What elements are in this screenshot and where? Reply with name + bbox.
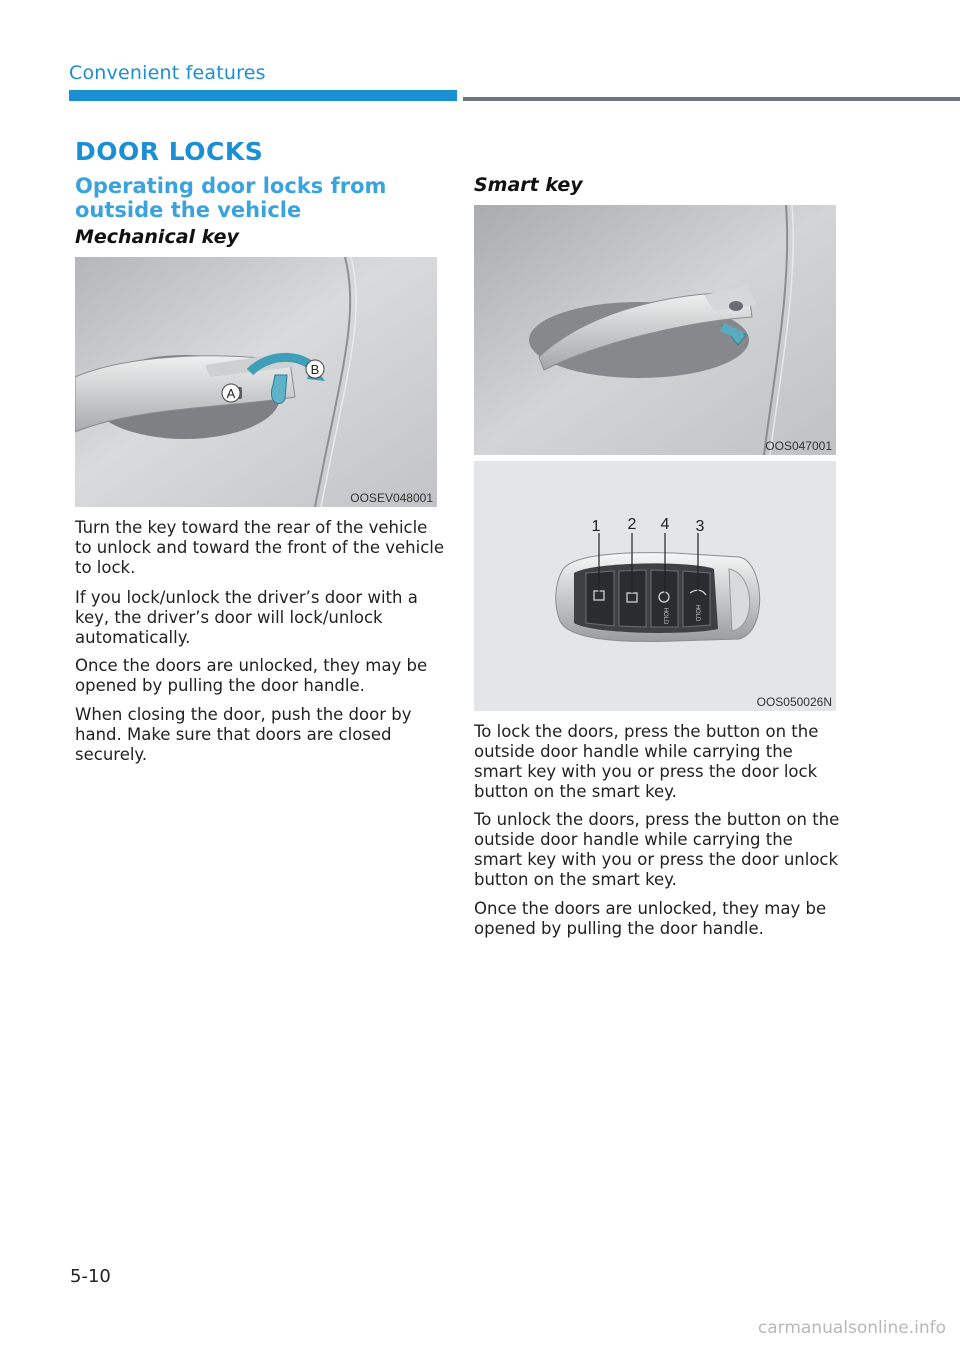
left-paragraph-2: If you lock/unlock the driver’s door with a key, the driver’s door will lock/unlock automatically. xyxy=(75,588,418,647)
figure-code: OOSEV048001 xyxy=(350,491,433,505)
figure-code: OOS050026N xyxy=(756,695,832,709)
callout-a: A xyxy=(226,386,236,401)
smart-key-door-figure xyxy=(474,205,836,455)
header-rule-gray xyxy=(463,97,960,101)
right-paragraph-2: To unlock the doors, press the button on the outside door handle while carrying the smart key with you or press the door unlock button on the smart key. xyxy=(474,810,840,889)
watermark: carmanualsonline.info xyxy=(757,1318,946,1338)
mechanical-key-figure xyxy=(75,257,437,507)
mechanical-key-heading: Mechanical key xyxy=(75,226,239,248)
door-handle-button-illustration xyxy=(474,205,836,455)
hold-label: HOLD xyxy=(662,607,668,625)
left-paragraph-4: When closing the door, push the door by hand. Make sure that doors are closed securely. xyxy=(75,705,412,764)
right-paragraph-3: Once the doors are unlocked, they may be opened by pulling the door handle. xyxy=(474,899,827,938)
header-rule-blue xyxy=(69,90,457,101)
hold-label: HOLD xyxy=(694,604,700,622)
door-handle-key-illustration xyxy=(75,257,437,507)
left-paragraph-3: Once the doors are unlocked, they may be opened by pulling the door handle. xyxy=(75,656,428,695)
callout-4: 4 xyxy=(660,516,670,533)
left-paragraph-1: Turn the key toward the rear of the vehicle to unlock and toward the front of the vehicle to lock. xyxy=(75,518,445,577)
callout-1: 1 xyxy=(591,518,601,535)
callout-b: B xyxy=(310,362,320,377)
smart-key-fob-illustration xyxy=(474,461,836,711)
figure-code: OOS047001 xyxy=(765,439,832,453)
running-header: Convenient features xyxy=(69,62,266,84)
smart-key-heading: Smart key xyxy=(474,174,583,196)
right-paragraph-1: To lock the doors, press the button on the outside door handle while carrying the smart key with you or press the door lock button on the smart key. xyxy=(474,722,819,801)
callout-2: 2 xyxy=(627,516,637,533)
smart-key-fob-figure xyxy=(474,461,836,711)
page-number: 5-10 xyxy=(70,1266,111,1287)
section-title: DOOR LOCKS xyxy=(75,137,264,166)
subsection-title: Operating door locks from outside the vehicle xyxy=(75,174,387,222)
callout-3: 3 xyxy=(695,518,705,535)
